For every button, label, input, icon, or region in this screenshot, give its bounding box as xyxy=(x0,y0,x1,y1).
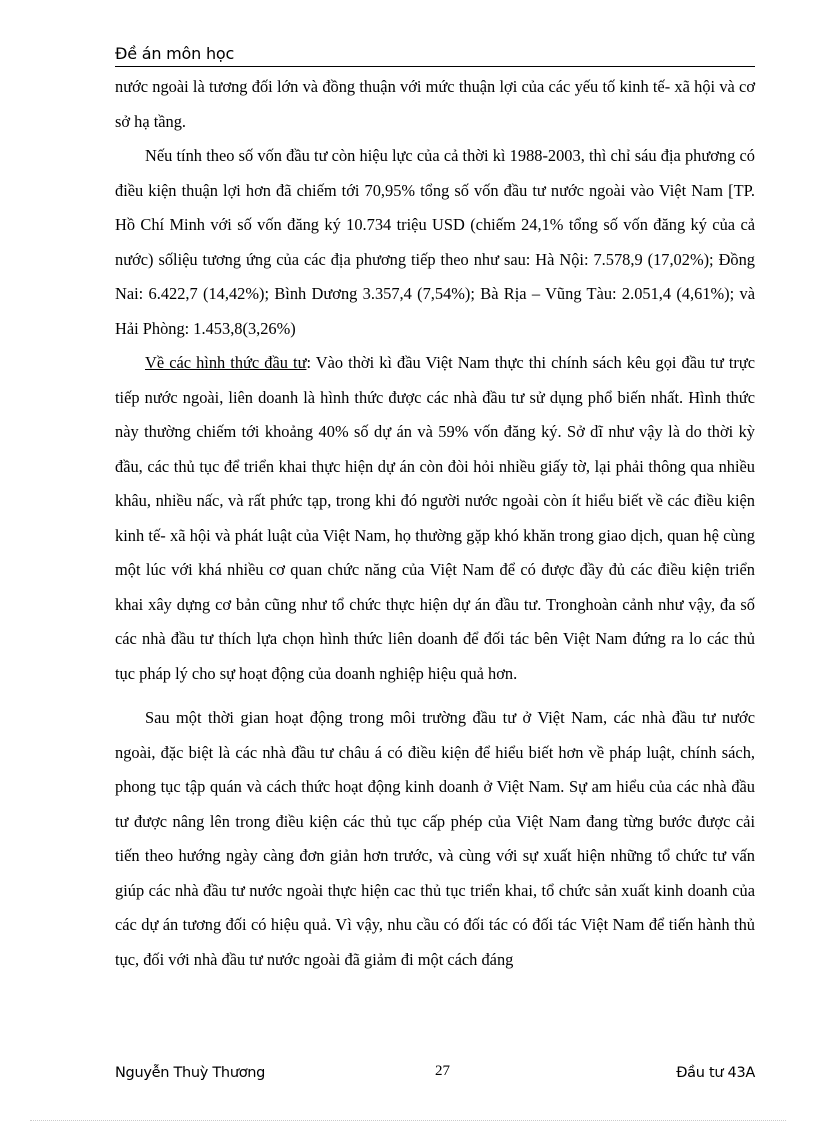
document-title: Đề án môn học xyxy=(115,44,235,63)
page-footer xyxy=(115,1060,755,1084)
page-bottom-edge xyxy=(30,1120,786,1121)
footer-author: Nguyễn Thuỳ Thương xyxy=(115,1065,266,1081)
paragraph-investment-forms xyxy=(115,346,755,691)
footer-class-name: Đầu tư 43A xyxy=(676,1065,755,1081)
paragraph-continuation: nước ngoài là tương đối lớn và đồng thuận với mức thuận lợi của các yếu tố kinh tế- xã hội và cơ sở hạ tầng. xyxy=(115,77,755,131)
document-body xyxy=(115,70,755,977)
page-number: 27 xyxy=(435,1063,450,1079)
section-heading-investment-forms: Về các hình thức đầu tư xyxy=(145,353,307,372)
paragraph-capital-by-region: Nếu tính theo số vốn đầu tư còn hiệu lực của cả thời kì 1988-2003, thì chỉ sáu địa phương có điều kiện thuận lợi hơn đã chiếm tới 70,95% tổng số vốn đầu tư nước ngoài vào Việt Nam [TP. Hồ Chí Minh với số vốn đăng ký 10.734 triệu USD (chiếm 24,1% tổng số vốn đăng ký của cả nước) sốliệu tương ứng của các địa phương tiếp theo như sau: Hà Nội: 7.578,9 (17,02%); Đồng Nai: 6.422,7 (14,42%); Bình Dương 3.357,4 (7,54%); Bà Rịa – Vũng Tàu: 2.051,4 (4,61%); và Hải Phòng: 1.453,8(3,26%) xyxy=(115,146,755,338)
page-header xyxy=(115,44,755,67)
paragraph-investment-forms-text: : Vào thời kì đầu Việt Nam thực thi chính sách kêu gọi đầu tư trực tiếp nước ngoài, liên doanh là hình thức được các nhà đầu tư sử dụng phổ biến nhất. Hình thức này thường chiếm tới khoảng 40% số dự án và 59% vốn đăng ký. Sở dĩ như vậy là do thời kỳ đầu, các thủ tục để triển khai thực hiện dự án còn đòi hỏi nhiều giấy tờ, lại phải thông qua nhiều khâu, nhiều nấc, và rất phức tạp, trong khi đó người nước ngoài còn ít hiểu biết về các điều kiện kinh tế- xã hội và phát luật của Việt Nam, họ thường gặp khó khăn trong giao dịch, quan hệ cùng một lúc với khá nhiều cơ quan chức năng của Việt Nam để có được đầy đủ các điều kiện triển khai xây dựng cơ bản cũng như tổ chức thực hiện dự án đầu tư. Tronghoàn cảnh như vậy, đa số các nhà đầu tư thích lựa chọn hình thức liên doanh để đối tác bên Việt Nam đứng ra lo các thủ tục pháp lý cho sự hoạt động của doanh nghiệp hiệu quả hơn. xyxy=(115,353,755,683)
paragraph-later-period: Sau một thời gian hoạt động trong môi trường đầu tư ở Việt Nam, các nhà đầu tư nước ngoài, đặc biệt là các nhà đầu tư châu á có điều kiện để hiểu biết hơn về pháp luật, chính sách, phong tục tập quán và cách thức hoạt động kinh doanh ở Việt Nam. Sự am hiểu của các nhà đầu tư được nâng lên trong điều kiện các thủ tục cấp phép của Việt Nam đang từng bước được cải tiến theo hướng ngày càng đơn giản hơn trước, và cùng với sự xuất hiện những tổ chức tư vấn giúp các nhà đầu tư nước ngoài thực hiện cac thủ tục triển khai, tổ chức sản xuất kinh doanh của các dự án tương đối có hiệu quả. Vì vậy, nhu cầu có đối tác có đối tác Việt Nam để tiến hành thủ tục, đối với nhà đầu tư nước ngoài đã giảm đi một cách đáng xyxy=(115,708,755,969)
